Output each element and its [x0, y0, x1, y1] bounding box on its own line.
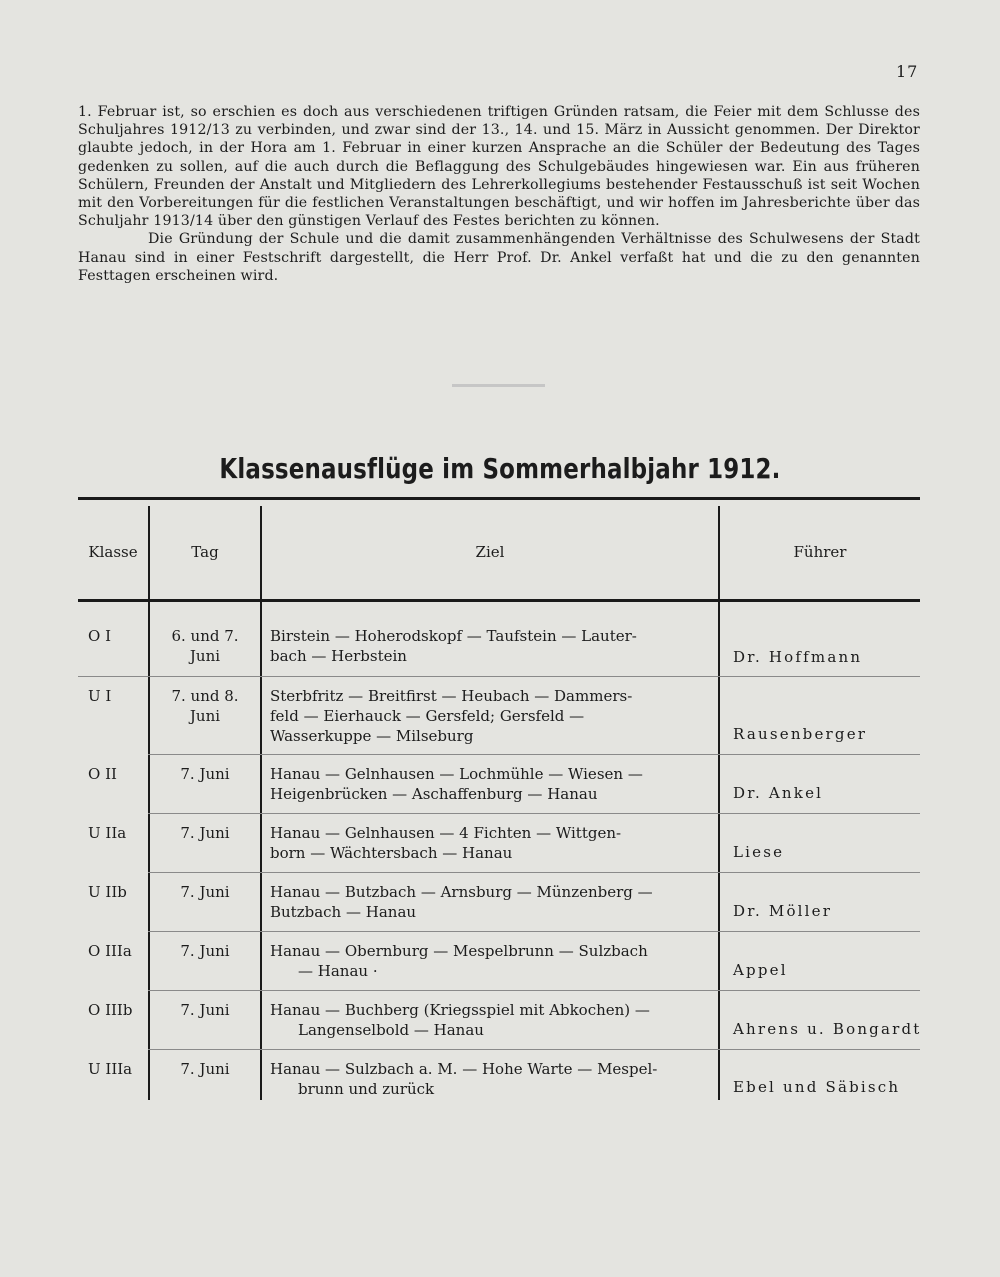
cell-tag: 7. Juni — [180, 765, 230, 783]
cell-klasse: U IIb — [88, 883, 127, 901]
column-divider — [260, 506, 262, 1100]
cell-klasse: O IIIa — [88, 942, 132, 960]
cell-tag: 7. und 8. Juni — [171, 687, 239, 725]
header-ziel: Ziel — [475, 543, 505, 561]
cell-klasse: U IIIa — [88, 1060, 133, 1078]
header-fuehrer: Führer — [793, 543, 847, 561]
cell-klasse: O IIIb — [88, 1001, 133, 1019]
row-divider — [148, 813, 920, 814]
cell-tag: 7. Juni — [180, 883, 230, 901]
row-divider — [148, 1049, 920, 1050]
cell-fuehrer: Dr. Möller — [733, 902, 833, 920]
header-tag: Tag — [191, 543, 219, 561]
row-divider — [148, 931, 920, 932]
cell-ziel: Hanau — Buchberg (Kriegsspiel mit Abkochen) — Langenselbold — Hanau — [270, 1001, 650, 1039]
intro-paragraph-2: Die Gründung der Schule und die damit zusammenhängenden Verhältnisse des Schulwesens der Stadt Hanau sind in einer Festschrift dargestellt, die Herr Prof. Dr. Ankel verfaßt hat und die zu den genannten Festtagen erscheinen wird. — [78, 231, 920, 284]
cell-fuehrer: Dr. Ankel — [733, 784, 824, 802]
header-klasse: Klasse — [88, 543, 138, 561]
cell-ziel: Sterbfritz — Breitfirst — Heubach — Dammers- feld — Eierhauck — Gersfeld; Gersfeld — Wasserkuppe — Milseburg — [270, 687, 633, 745]
cell-tag: 6. und 7. Juni — [171, 627, 239, 665]
cell-klasse: U I — [88, 687, 112, 705]
cell-tag: 7. Juni — [180, 1001, 230, 1019]
cell-fuehrer: Liese — [733, 843, 785, 861]
cell-fuehrer: Appel — [733, 961, 788, 979]
cell-fuehrer: Ahrens u. Bongardt — [733, 1020, 922, 1038]
row-divider — [78, 676, 920, 677]
table-top-rule — [78, 497, 920, 500]
cell-fuehrer: Ebel und Säbisch — [733, 1078, 901, 1096]
cell-ziel: Birstein — Hoherodskopf — Taufstein — Lauter- bach — Herbstein — [270, 627, 637, 665]
cell-ziel: Hanau — Butzbach — Arnsburg — Münzenberg — Butzbach — Hanau — [270, 883, 653, 921]
row-divider — [148, 872, 920, 873]
cell-klasse: O I — [88, 627, 111, 645]
cell-klasse: U IIa — [88, 824, 127, 842]
cell-tag: 7. Juni — [180, 942, 230, 960]
cell-tag: 7. Juni — [180, 824, 230, 842]
cell-ziel: Hanau — Obernburg — Mespelbrunn — Sulzbach — Hanau · — [270, 942, 648, 980]
section-separator — [452, 384, 545, 387]
cell-fuehrer: Dr. Hoffmann — [733, 648, 863, 666]
cell-ziel: Hanau — Sulzbach a. M. — Hohe Warte — Mespel- brunn und zurück — [270, 1060, 658, 1098]
page-number: 17 — [896, 62, 919, 81]
table-header-rule — [78, 599, 920, 602]
cell-ziel: Hanau — Gelnhausen — Lochmühle — Wiesen — Heigenbrücken — Aschaffenburg — Hanau — [270, 765, 643, 803]
row-divider — [148, 990, 920, 991]
cell-ziel: Hanau — Gelnhausen — 4 Fichten — Wittgen- born — Wächtersbach — Hanau — [270, 824, 622, 862]
intro-text — [78, 103, 920, 285]
cell-fuehrer: Rausenberger — [733, 725, 868, 743]
cell-klasse: O II — [88, 765, 117, 783]
intro-paragraph-1: 1. Februar ist, so erschien es doch aus verschiedenen triftigen Gründen ratsam, die Feier mit dem Schlusse des Schuljahres 1912/13 zu verbinden, und zwar sind der 13., 14. und 15. März in Aussicht genommen. Der Direktor glaubte jedoch, in der Hora am 1. Februar in einer kurzen Ansprache an die Schüler der Bedeutung des Tages gedenken zu sollen, auf die auch durch die Beflaggung des Schulgebäudes hingewiesen war. Ein aus früheren Schülern, Freunden der Anstalt und Mitgliedern des Lehrerkollegiums bestehender Festausschuß ist seit Wochen mit den Vorbereitungen für die festlichen Veranstaltungen beschäftigt, und wir hoffen im Jahresberichte über das Schuljahr 1913/14 über den günstigen Verlauf des Festes berichten zu können. — [78, 104, 920, 230]
column-divider — [718, 506, 720, 1100]
row-divider — [148, 754, 920, 755]
cell-tag: 7. Juni — [180, 1060, 230, 1078]
table-title: Klassenausflüge im Sommerhalbjahr 1912. — [219, 452, 781, 485]
